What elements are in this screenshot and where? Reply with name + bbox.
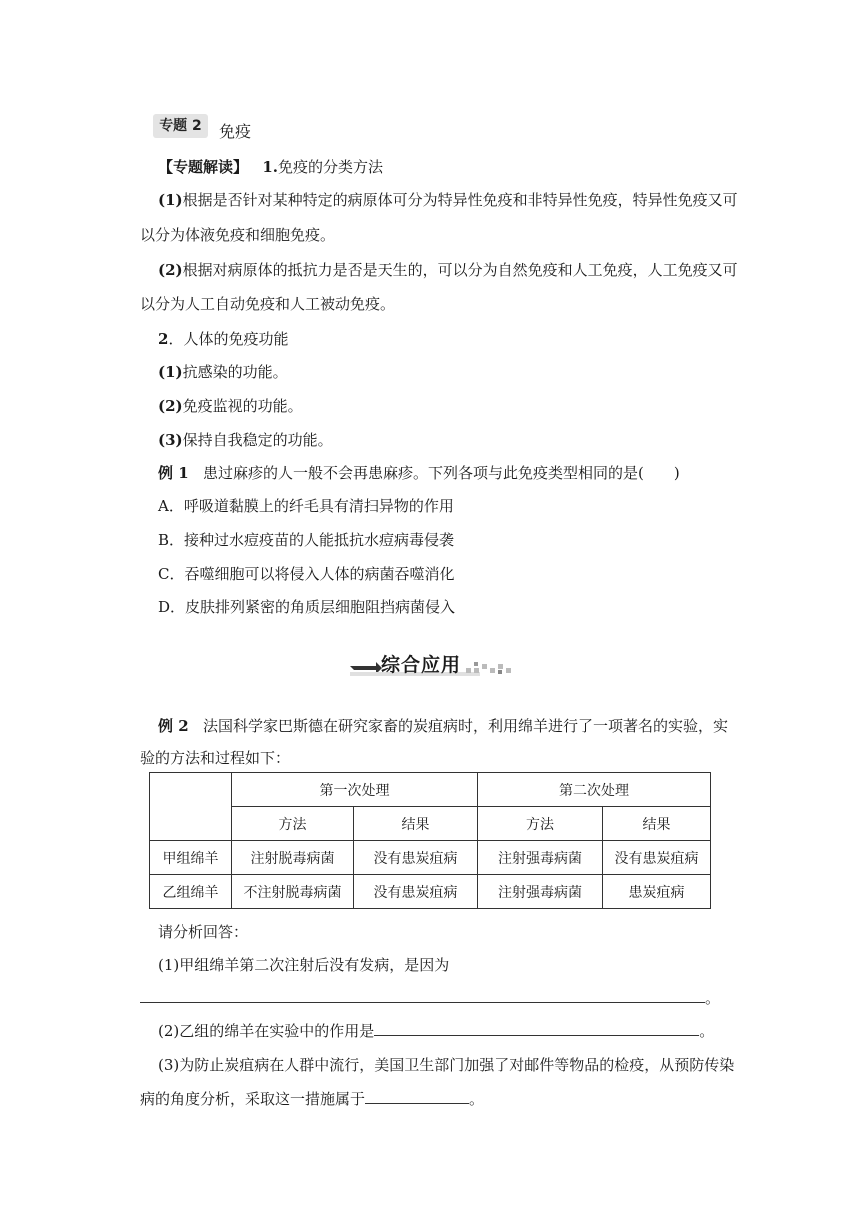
topic-title: 免疫 — [219, 122, 252, 141]
table-cell-group: 甲组绵羊 — [150, 841, 232, 875]
table-cell-group: 乙组绵羊 — [150, 875, 232, 909]
function-text: 免疫监视的功能。 — [182, 397, 303, 415]
function-item — [158, 396, 303, 416]
table-sub-header: 结果 — [603, 807, 711, 841]
answer-blank[interactable] — [365, 1089, 469, 1104]
option-d: D．皮肤排列紧密的角质层细胞阻挡病菌侵入 — [158, 598, 456, 616]
table-cell: 注射强毒病菌 — [478, 841, 603, 875]
para2-line2: 以分为人工自动免疫和人工被动免疫。 — [140, 295, 396, 313]
intro-heading-num: 1. — [262, 158, 278, 176]
para1-line1 — [158, 190, 738, 210]
intro-heading — [158, 157, 383, 177]
function-num: (1) — [158, 363, 183, 381]
example1-question — [158, 463, 680, 483]
question-3-line1: (3)为防止炭疽病在人群中流行，美国卫生部门加强了对邮件等物品的检疫，从预防传染 — [158, 1056, 735, 1074]
experiment-table — [149, 772, 711, 909]
table-sub-header: 结果 — [354, 807, 478, 841]
table-corner — [150, 773, 232, 841]
example2-label: 例 2 — [158, 717, 189, 735]
question-3-end: 。 — [469, 1090, 485, 1108]
section2-num: 2 — [158, 330, 169, 348]
para1-text1: 根据是否针对某种特定的病原体可分为特异性免疫和非特异性免疫，特异性免疫又可 — [182, 191, 738, 209]
option-b: B．接种过水痘疫苗的人能抵抗水痘病毒侵袭 — [158, 531, 455, 549]
question-2 — [158, 1021, 714, 1041]
para2-text1: 根据对病原体的抵抗力是否是天生的，可以分为自然免疫和人工免疫，人工免疫又可 — [182, 261, 738, 279]
answer-blank[interactable] — [374, 1021, 699, 1036]
question-2-text: (2)乙组的绵羊在实验中的作用是 — [158, 1022, 375, 1040]
para2-line1 — [158, 260, 738, 280]
table-cell: 患炭疽病 — [603, 875, 711, 909]
table-group-header: 第一次处理 — [232, 773, 478, 807]
function-num: (2) — [158, 397, 183, 415]
para2-num: (2) — [158, 261, 183, 279]
para1-line2: 以分为体液免疫和细胞免疫。 — [140, 226, 336, 244]
intro-heading-text: 免疫的分类方法 — [278, 158, 384, 176]
topic-badge: 专题 2 — [153, 114, 208, 138]
table-row — [150, 841, 711, 875]
table-cell: 没有患炭疽病 — [603, 841, 711, 875]
question-2-end: 。 — [699, 1022, 715, 1040]
example1-label: 例 1 — [158, 464, 189, 482]
table-group-header: 第二次处理 — [478, 773, 711, 807]
questions-prompt: 请分析回答： — [158, 923, 249, 941]
table-cell: 注射强毒病菌 — [478, 875, 603, 909]
section2-title: ．人体的免疫功能 — [168, 330, 289, 348]
section2-heading — [158, 329, 288, 349]
function-text: 保持自我稳定的功能。 — [182, 431, 333, 449]
example1-text: 患过麻疹的人一般不会再患麻疹。下列各项与此免疫类型相同的是( ) — [202, 464, 680, 482]
table-sub-header: 方法 — [232, 807, 354, 841]
table-sub-header: 方法 — [478, 807, 603, 841]
para1-num: (1) — [158, 191, 183, 209]
option-a: A．呼吸道黏膜上的纤毛具有清扫异物的作用 — [158, 497, 454, 515]
table-cell: 没有患炭疽病 — [354, 841, 478, 875]
banner-title: 综合应用 — [381, 654, 462, 676]
option-c: C．吞噬细胞可以将侵入人体的病菌吞噬消化 — [158, 565, 455, 583]
table-cell: 不注射脱毒病菌 — [232, 875, 354, 909]
function-item — [158, 362, 288, 382]
answer-blank[interactable] — [140, 988, 705, 1003]
question-3-text: 病的角度分析，采取这一措施属于 — [140, 1090, 366, 1108]
question-1-end: 。 — [705, 989, 721, 1007]
table-row — [150, 875, 711, 909]
intro-tag: 【专题解读】 — [158, 158, 249, 176]
question-3-line2 — [140, 1089, 484, 1109]
function-item — [158, 430, 333, 450]
table-cell: 注射脱毒病菌 — [232, 841, 354, 875]
example2-line2: 验的方法和过程如下： — [140, 749, 291, 767]
example2-line1 — [158, 716, 728, 736]
example2-text: 法国科学家巴斯德在研究家畜的炭疽病时，利用绵羊进行了一项著名的实验，实 — [202, 717, 728, 735]
question-1-answer-line — [140, 988, 720, 1008]
question-1: (1)甲组绵羊第二次注射后没有发病，是因为 — [158, 956, 450, 974]
table-cell: 没有患炭疽病 — [354, 875, 478, 909]
function-num: (3) — [158, 431, 183, 449]
function-text: 抗感染的功能。 — [182, 363, 288, 381]
